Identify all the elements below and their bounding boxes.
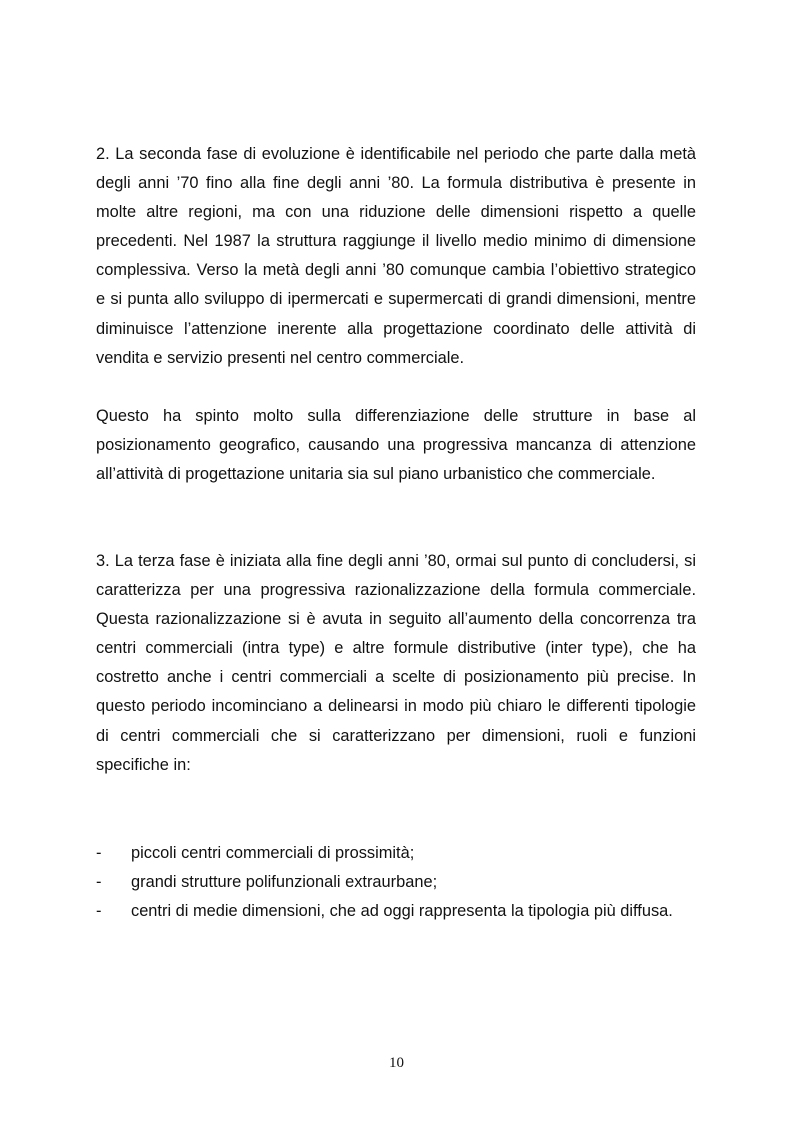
paragraph-phase-2: 2. La seconda fase di evoluzione è identificabile nel periodo che parte dalla metà degli anni ’70 fino alla fine degli anni ’80. La formula distributiva è presente in molte altre regioni, ma con una riduzione delle dimensioni rispetto a quelle precedenti. Nel 1987 la struttura raggiunge il livello medio minimo di dimensione complessiva. Verso la metà degli anni ’80 comunque cambia l’obiettivo strategico e si punta allo sviluppo di ipermercati e supermercati di grandi dimensioni, mentre diminuisce l’attenzione inerente alla progettazione coordinato delle attività di vendita e servizio presenti nel centro commerciale. — [96, 145, 696, 367]
list-item-text: grandi strutture polifunzionali extraurbane; — [131, 873, 438, 892]
list-item-text: centri di medie dimensioni, che ad oggi rappresenta la tipologia più diffusa. — [131, 902, 673, 921]
typology-list — [96, 839, 696, 926]
list-item — [96, 897, 696, 926]
bullet-dash: - — [96, 902, 102, 921]
bullet-dash: - — [96, 873, 102, 892]
list-item-text: piccoli centri commerciali di prossimità; — [131, 844, 415, 862]
list-item — [96, 839, 696, 868]
paragraph-phase-2-continued: Questo ha spinto molto sulla differenziazione delle strutture in base al posizionamento geografico, causando una progressiva mancanza di attenzione all’attività di progettazione unitaria sia sul piano urbanistico che commerciale. — [96, 407, 696, 484]
bullet-dash: - — [96, 844, 102, 862]
paragraph-phase-3: 3. La terza fase è iniziata alla fine degli anni ’80, ormai sul punto di concludersi, si caratterizza per una progressiva razionalizzazione della formula commerciale. Questa razionalizzazione si è avuta in seguito all’aumento della concorrenza tra centri commerciali (intra type) e altre formule distributive (inter type), che ha costretto anche i centri commerciali a scelte di posizionamento più precise. In questo periodo incominciano a delinearsi in modo più chiaro le differenti tipologie di centri commerciali che si caratterizzano per dimensioni, ruoli e funzioni specifiche in: — [96, 552, 696, 774]
list-item — [96, 868, 696, 897]
page-number: 10 — [389, 1055, 404, 1071]
